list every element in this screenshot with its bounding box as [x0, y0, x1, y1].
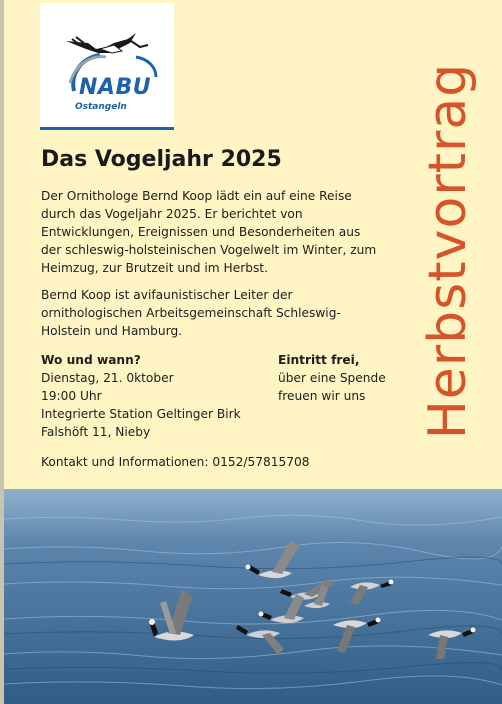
vertical-title-text: Herbstvortrag	[418, 62, 478, 440]
where-when-heading: Wo und wann?	[41, 353, 141, 367]
speaker-line: Holstein und Hamburg.	[41, 324, 183, 338]
page-title: Das Vogeljahr 2025	[41, 147, 282, 172]
flying-geese-photo	[4, 489, 502, 704]
event-venue: Integrierte Station Geltinger Birk	[41, 407, 241, 421]
intro-line: der schleswig-holsteinischen Vogelwelt im Winter, zum	[41, 243, 377, 257]
intro-paragraph	[41, 187, 406, 277]
speaker-line: ornithologischen Arbeitsgemeinschaft Schleswig-	[41, 306, 341, 320]
logo-subtitle: Ostangeln	[75, 102, 127, 112]
intro-line: Der Ornithologe Bernd Koop lädt ein auf eine Reise	[41, 189, 352, 203]
logo-wordmark: NABU	[79, 75, 152, 100]
intro-line: durch das Vogeljahr 2025. Er berichtet von	[41, 207, 303, 221]
speaker-line: Bernd Koop ist avifaunistischer Leiter der	[41, 288, 293, 302]
entry-block	[278, 351, 386, 405]
event-date: Dienstag, 21. 0ktober	[41, 371, 174, 385]
where-when-block	[41, 351, 241, 441]
event-address: Falshöft 11, Nieby	[41, 425, 151, 439]
entry-line: über eine Spende	[278, 371, 386, 385]
contact-line: Kontakt und Informationen: 0152/57815708	[41, 455, 310, 469]
nabu-logo	[40, 3, 174, 130]
event-time: 19:00 Uhr	[41, 389, 102, 403]
speaker-paragraph	[41, 286, 406, 340]
entry-heading: Eintritt frei,	[278, 353, 360, 367]
intro-line: Heimzug, zur Brutzeit und im Herbst.	[41, 261, 268, 275]
intro-line: Entwicklungen, Ereignissen und Besonderheiten aus	[41, 225, 361, 239]
vertical-title	[410, 36, 478, 476]
entry-line: freuen wir uns	[278, 389, 366, 403]
